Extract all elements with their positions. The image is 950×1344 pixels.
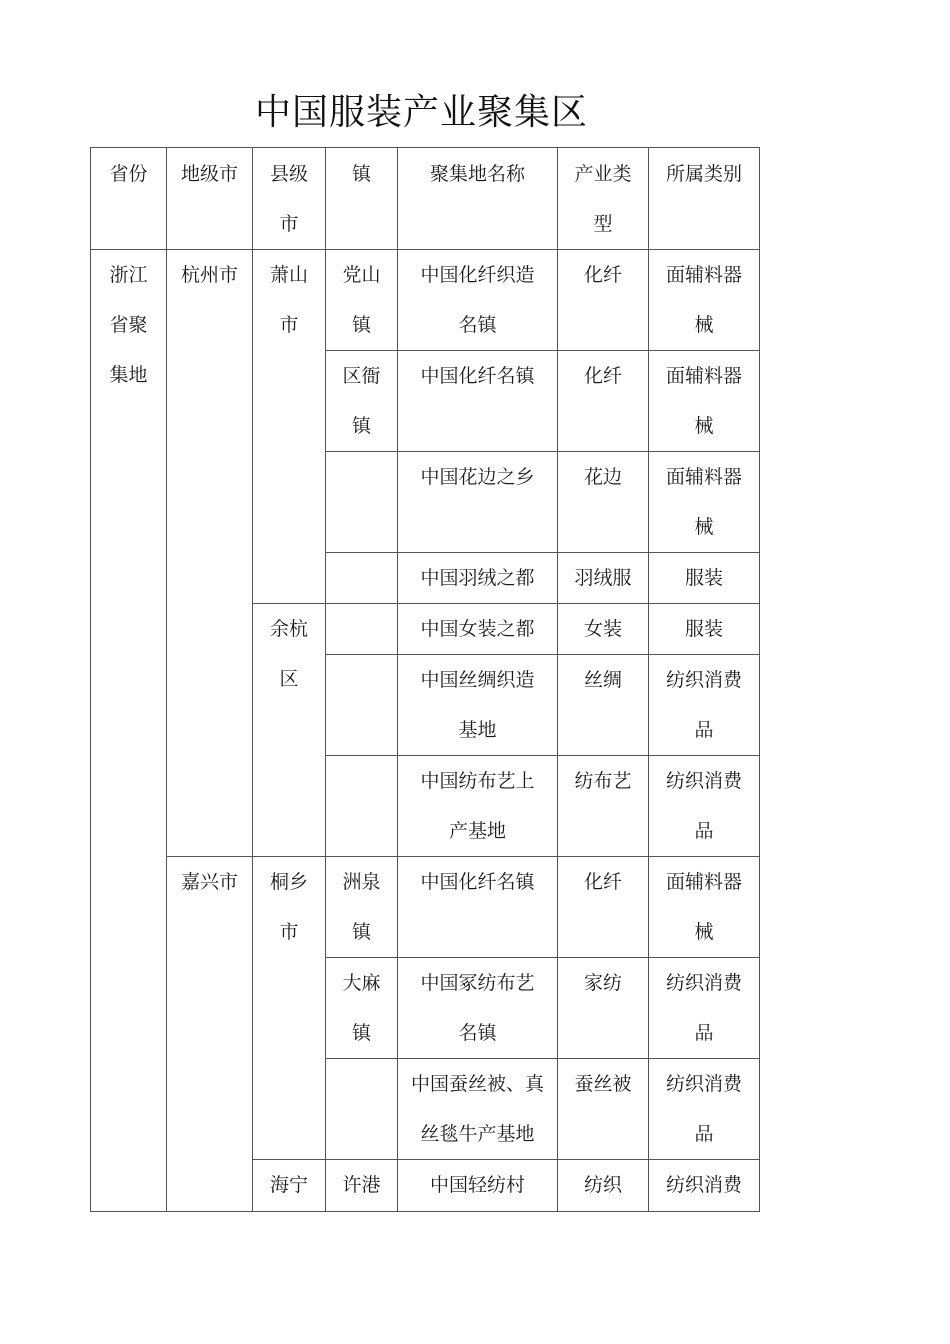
- category-cell: 纺织消费: [649, 1160, 760, 1212]
- table-row: [91, 250, 760, 351]
- header-county: 县级市: [253, 148, 326, 250]
- cluster-name-cell: 中国女装之都: [398, 604, 558, 655]
- cluster-name-cell: 中国丝绸织造基地: [398, 655, 558, 756]
- industry-type-cell: 蚕丝被: [558, 1059, 649, 1160]
- category-cell: 服装: [649, 553, 760, 604]
- category-cell: 纺织消费品: [649, 655, 760, 756]
- cluster-name-cell: 中国化纤名镇: [398, 351, 558, 452]
- header-row: [91, 148, 760, 250]
- industry-type-cell: 花边: [558, 452, 649, 553]
- town-cell: 许港: [326, 1160, 398, 1212]
- category-cell: 面辅料器械: [649, 250, 760, 351]
- industry-type-cell: 化纤: [558, 250, 649, 351]
- town-cell: 大麻镇: [326, 958, 398, 1059]
- industry-type-cell: 纺布艺: [558, 756, 649, 857]
- town-cell: [326, 1059, 398, 1160]
- cluster-name-cell: 中国冢纺布艺名镇: [398, 958, 558, 1059]
- town-cell: 洲泉镇: [326, 857, 398, 958]
- header-province: 省份: [91, 148, 167, 250]
- category-cell: 面辅料器械: [649, 351, 760, 452]
- county-cell: 余杭区: [253, 604, 326, 857]
- town-cell: [326, 452, 398, 553]
- category-cell: 纺织消费品: [649, 1059, 760, 1160]
- header-industry-type: 产业类型: [558, 148, 649, 250]
- industry-type-cell: 化纤: [558, 351, 649, 452]
- header-category: 所属类别: [649, 148, 760, 250]
- city-cell: 嘉兴市: [167, 857, 253, 1212]
- table-row: [91, 857, 760, 958]
- cluster-name-cell: 中国化纤名镇: [398, 857, 558, 958]
- industry-type-cell: 家纺: [558, 958, 649, 1059]
- category-cell: 纺织消费品: [649, 756, 760, 857]
- industry-type-cell: 女装: [558, 604, 649, 655]
- header-town: 镇: [326, 148, 398, 250]
- category-cell: 面辅料器械: [649, 857, 760, 958]
- town-cell: [326, 756, 398, 857]
- cluster-name-cell: 中国花边之乡: [398, 452, 558, 553]
- category-cell: 纺织消费品: [649, 958, 760, 1059]
- town-cell: [326, 655, 398, 756]
- cluster-table: [90, 147, 760, 1212]
- county-cell: 桐乡市: [253, 857, 326, 1160]
- industry-type-cell: 丝绸: [558, 655, 649, 756]
- cluster-name-cell: 中国轻纺村: [398, 1160, 558, 1212]
- cluster-name-cell: 中国纺布艺上产基地: [398, 756, 558, 857]
- county-cell: 海宁: [253, 1160, 326, 1212]
- industry-type-cell: 羽绒服: [558, 553, 649, 604]
- town-cell: 区衙镇: [326, 351, 398, 452]
- county-cell: 萧山市: [253, 250, 326, 604]
- header-cluster-name: 聚集地名称: [398, 148, 558, 250]
- industry-type-cell: 化纤: [558, 857, 649, 958]
- industry-type-cell: 纺织: [558, 1160, 649, 1212]
- cluster-name-cell: 中国蚕丝被、真丝毯牛产基地: [398, 1059, 558, 1160]
- town-cell: 党山镇: [326, 250, 398, 351]
- cluster-name-cell: 中国化纤织造名镇: [398, 250, 558, 351]
- province-cell: 浙江省聚集地: [91, 250, 167, 1212]
- category-cell: 面辅料器械: [649, 452, 760, 553]
- page-title: 中国服装产业聚集区: [255, 92, 589, 133]
- city-cell: 杭州市: [167, 250, 253, 857]
- town-cell: [326, 604, 398, 655]
- header-city: 地级市: [167, 148, 253, 250]
- cluster-name-cell: 中国羽绒之都: [398, 553, 558, 604]
- category-cell: 服装: [649, 604, 760, 655]
- town-cell: [326, 553, 398, 604]
